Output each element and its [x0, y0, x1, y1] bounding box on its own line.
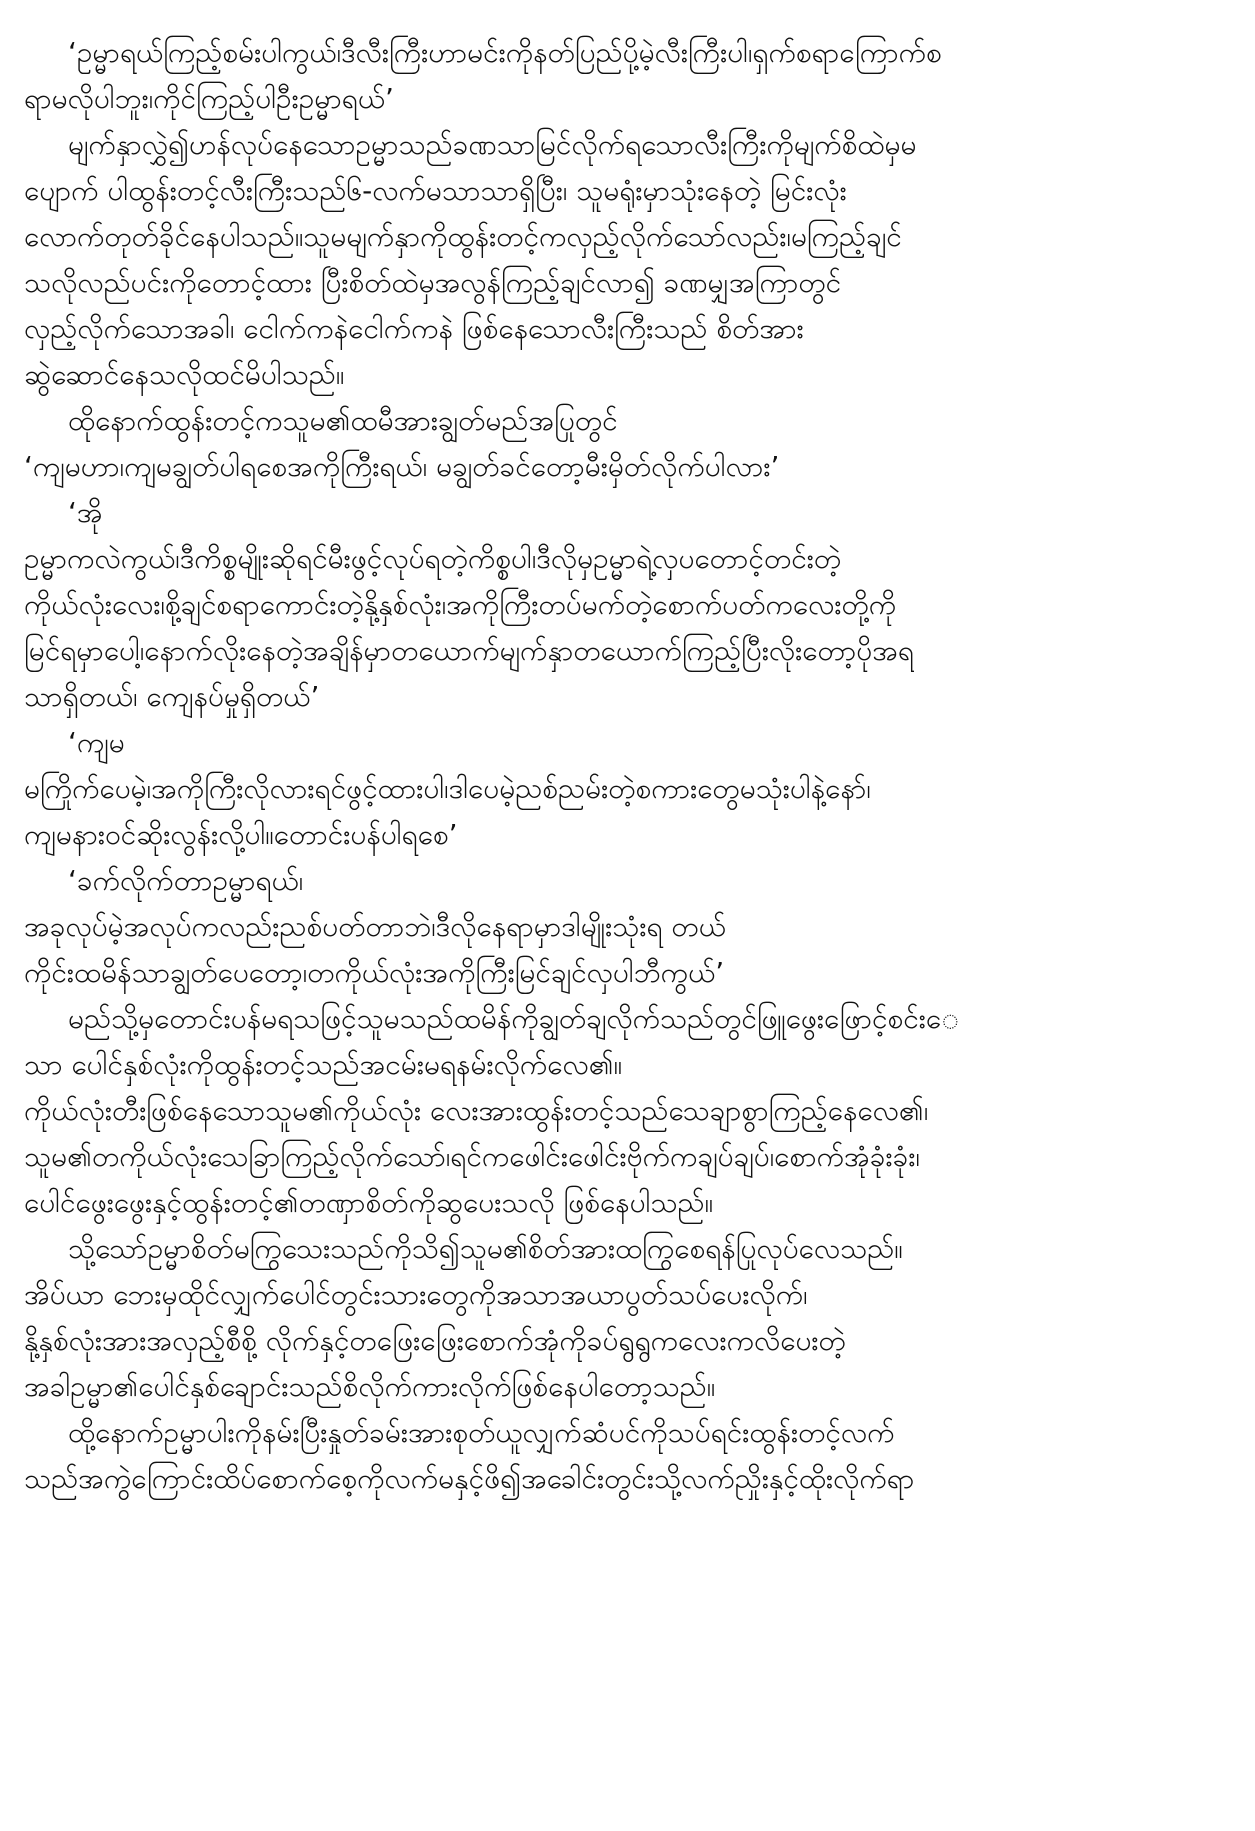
text-line: သလိုလည်ပင်းကိုတောင့်ထား ပြီးစိတ်ထဲမှအလွန်ကြည့်ချင်လာ၍ ခဏမျှအကြာတွင် — [24, 266, 842, 299]
text-line: မည်သို့မှတောင်းပန်မရသဖြင့်သူမသည်ထမိန်ကိုချွတ်ချလိုက်သည်တွင်ဖြူဖွေးဖြောင့်စင်းေ — [68, 1002, 960, 1035]
text-line: ‘ခက်လိုက်တာဥမ္မာရယ်၊ — [68, 864, 304, 897]
text-line: ထို့နောက်ဥမ္မာပါးကိုနမ်းပြီးနှုတ်ခမ်းအားစုတ်ယူလျှက်ဆံပင်ကိုသပ်ရင်းထွန်းတင့်လက် — [68, 1416, 895, 1449]
text-line: အခါဥမ္မာ၏ပေါင်နှစ်ချောင်းသည်စိလိုက်ကားလိုက်ဖြစ်နေပါတော့သည်။ — [24, 1370, 716, 1403]
text-line: အခုလုပ်မဲ့အလုပ်ကလည်းညစ်ပတ်တာဘဲ၊ဒီလိုနေရာမှာဒါမျိုးသုံးရ တယ် — [24, 910, 726, 943]
text-line: ကိုင်းထမိန်သာချွတ်ပေတော့၊တကိုယ်လုံးအကိုကြီးမြင်ချင်လှပါဘီကွယ်’ — [24, 956, 725, 989]
text-line: ကိုယ်လုံးလေး၊စို့ချင်စရာကောင်းတဲ့နို့နှစ်လုံး၊အကိုကြီးတပ်မက်တဲ့စောက်ပတ်ကလေးတို့ကို — [24, 588, 897, 621]
text-line: ကျမနားဝင်ဆိုးလွန်းလို့ပါ။တောင်းပန်ပါရစေ’ — [24, 818, 458, 851]
text-line: သာ ပေါင်နှစ်လုံးကိုထွန်းတင့်သည်အငမ်းမရနမ်းလိုက်လေ၏။ — [24, 1048, 623, 1081]
text-line: လှည့်လိုက်သောအခါ၊ ငေါက်ကနဲငေါက်ကနဲ ဖြစ်နေသောလီးကြီးသည် စိတ်အား — [24, 312, 804, 345]
text-line: သာရှိတယ်၊ ကျေနပ်မှုရှိတယ်’ — [24, 680, 320, 713]
text-line: ကိုယ်လုံးတီးဖြစ်နေသောသူမ၏ကိုယ်လုံး လေးအားထွန်းတင့်သည်သေချာစွာကြည့်နေလေ၏၊ — [24, 1094, 929, 1127]
text-line: မြင်ရမှာပေါ့၊နောက်လိုးနေတဲ့အချိန်မှာတယောက်မျက်နှာတယောက်ကြည့်ပြီးလိုးတော့ပိုအရ — [24, 634, 915, 667]
text-line: နို့နှစ်လုံးအားအလှည့်စီစို့ လိုက်နှင့်တဖြေးဖြေးစောက်အုံကိုခပ်ရွရွကလေးကလိပေးတဲ့ — [24, 1324, 846, 1357]
text-line: ‘ကျမ — [68, 726, 125, 759]
text-line: သည်အကွဲကြောင်းထိပ်စောက်စေ့ကိုလက်မနှင့်ဖိ၍အခေါင်းတွင်းသို့လက်ညှိုးနှင့်ထိုးလိုက်ရာ — [24, 1462, 915, 1495]
text-line: ဥမ္မာကလဲကွယ်၊ဒီကိစ္စမျိုးဆိုရင်မီးဖွင့်လုပ်ရတဲ့ကိစ္စပါ၊ဒီလိုမှဥမ္မာရဲ့လှပတောင့်တင်းတဲ့ — [24, 542, 842, 575]
text-line: ဆွဲဆောင်နေသလိုထင်မိပါသည်။ — [24, 358, 345, 391]
text-line: သို့သော်ဥမ္မာစိတ်မကြွသေးသည်ကိုသိ၍သူမ၏စိတ်အားထကြွစေရန်ပြုလုပ်လေသည်။ — [68, 1232, 903, 1265]
text-line: ‘ဥမ္မာရယ်ကြည့်စမ်းပါကွယ်၊ဒီလီးကြီးဟာမင်းကိုနတ်ပြည်ပို့မဲ့လီးကြီးပါ၊ရှက်စရာကြောက်စ — [68, 36, 942, 69]
text-line: မျက်နှာလွှဲ၍ဟန်လုပ်နေသောဥမ္မာသည်ခဏသာမြင်လိုက်ရသောလီးကြီးကိုမျက်စိထဲမှမ — [68, 128, 917, 161]
text-line: ထိုနောက်ထွန်းတင့်ကသူမ၏ထမီအားချွတ်မည်အပြုတွင် — [68, 404, 618, 437]
text-line: ပျောက် ပါထွန်းတင့်လီးကြီးသည်၆-လက်မသာသာရှိပြီး၊ သူမရုံးမှာသုံးနေတဲ့ မြင်းလုံး — [24, 174, 847, 207]
text-line: အိပ်ယာ ဘေးမှထိုင်လျှက်ပေါင်တွင်းသားတွေကိုအသာအယာပွတ်သပ်ပေးလိုက်၊ — [24, 1278, 808, 1311]
text-line: ‘ကျမဟာ၊ကျမချွတ်ပါရစေအကိုကြီးရယ်၊ မချွတ်ခင်တော့မီးမှိတ်လိုက်ပါလား’ — [24, 450, 780, 483]
text-line: သူမ၏တကိုယ်လုံးသေခြာကြည့်လိုက်သော်၊ရင်ကဖေါင်းဖေါင်းဗိုက်ကချပ်ချပ်၊စောက်အုံခုံးခုံး၊ — [24, 1140, 920, 1173]
text-line: ပေါင်ဖွေးဖွေးနှင့်ထွန်းတင့်၏တဏှာစိတ်ကိုဆွပေးသလို ဖြစ်နေပါသည်။ — [24, 1186, 714, 1219]
text-line: လောက်တုတ်ခိုင်နေပါသည်။သူမမျက်နှာကိုထွန်းတင့်ကလှည့်လိုက်သော်လည်း၊မကြည့်ချင် — [24, 220, 902, 253]
text-line: ‘အို — [68, 496, 103, 529]
text-line: ရာမလိုပါဘူး၊ကိုင်ကြည့်ပါဦးဥမ္မာရယ်’ — [24, 82, 394, 115]
text-line: မကြိုက်ပေမဲ့၊အကိုကြီးလိုလားရင်ဖွင့်ထားပါ၊ဒါပေမဲ့ညစ်ညမ်းတဲ့စကားတွေမသုံးပါနဲ့နော်၊ — [24, 772, 871, 805]
document-page — [24, 30, 1220, 1810]
